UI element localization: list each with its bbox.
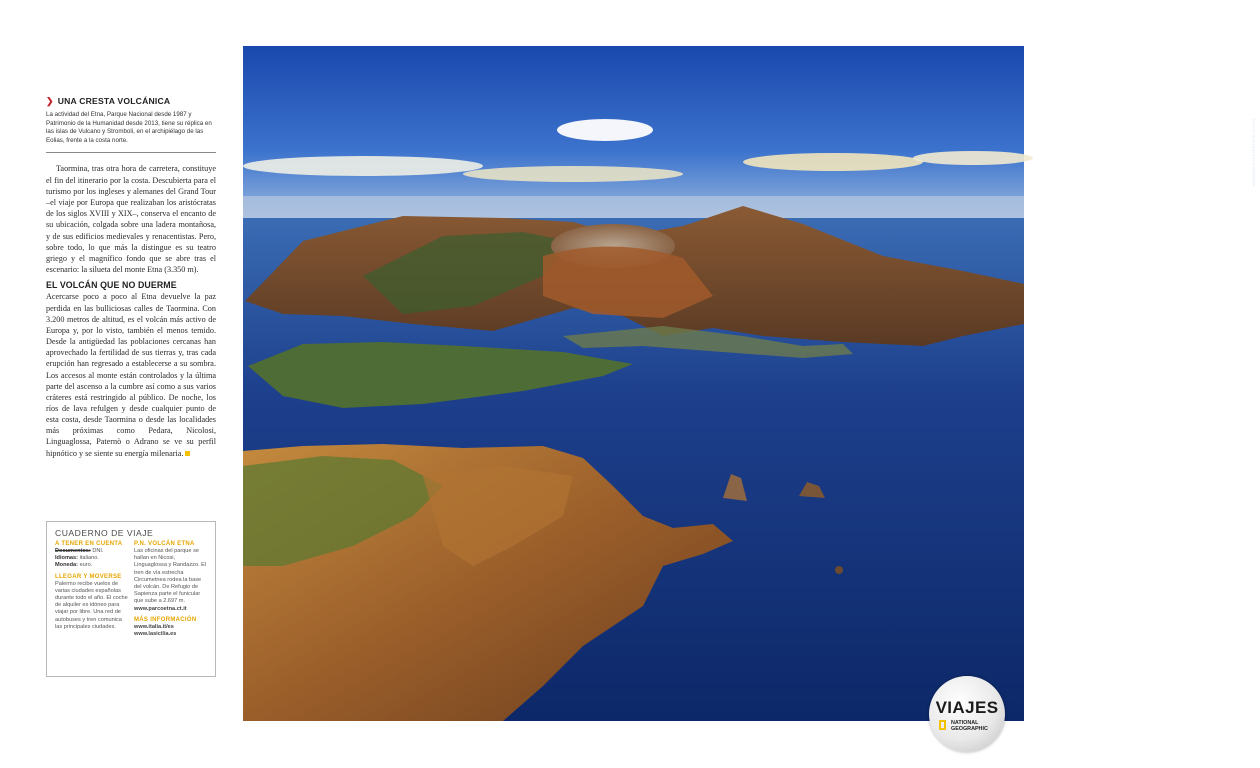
island-landscape-illustration <box>243 46 1024 721</box>
doc-label: Documentos: <box>55 548 91 554</box>
pn-heading: P.N. VOLCÁN ETNA <box>134 541 195 547</box>
article-paragraph-2 <box>46 291 216 458</box>
pn-link[interactable]: www.parcoetna.ct.it <box>134 605 187 612</box>
idiomas-value: italiano. <box>79 555 99 562</box>
article-column <box>46 96 216 459</box>
mas-info-links <box>134 624 207 638</box>
idiomas-label: Idiomas: <box>55 555 79 562</box>
llegar-text: Palermo recibe vuelos de varias ciudades españolas durante todo el año. El coche de alquiler es idóneo para viajar por libre. Una red de autobuses y tren comunica las principales ciudades. <box>55 580 128 630</box>
pn-text-body: Las oficinas del parque se hallan en Nicosi, Linguaglossa y Randazzo. El tren de vía estrecha Circumetnea rodea la base del volcán. De Refugio de Sapienza parte el funicular que sube a 2.697 m. <box>134 548 207 605</box>
badge-title: VIAJES <box>935 698 999 717</box>
a-tener-heading: A TENER EN CUENTA <box>55 541 123 547</box>
photo-credit: MASSIMO RIPANI/FOTOTECA 9X12 <box>1252 118 1256 186</box>
travel-box-left-column <box>55 541 128 642</box>
pn-text <box>134 548 207 613</box>
travel-box-right-column <box>134 541 207 642</box>
travel-box-title: CUADERNO DE VIAJE <box>55 528 154 538</box>
italia-link[interactable]: www.italia.it/es <box>134 623 174 630</box>
section-heading: EL VOLCÁN QUE NO DUERME <box>46 280 177 291</box>
national-geographic-frame-icon <box>939 720 946 730</box>
mas-info-heading: MÁS INFORMACIÓN <box>134 616 197 623</box>
badge-subtitle <box>951 720 988 732</box>
caption-text: La actividad del Etna, Parque Nacional desde 1987 y Patrimonio de la Humanidad desde 2013, tiene su réplica en las islas de Vulcano y Stromboli, en el archipiélago de las Eolias, frente a la costa norte. <box>46 111 212 144</box>
badge-subtitle-line2: GEOGRAPHIC <box>951 726 988 732</box>
badge-subtitle-line1: NATIONAL <box>951 720 979 726</box>
llegar-heading: LLEGAR Y MOVERSE <box>55 573 122 580</box>
article-paragraph-1: Taormina, tras otra hora de carretera, constituye el fin del itinerario por la costa. Descubierta para el turismo por los ingleses y alemanes del Grand Tour –el viaje por Europa que realizaban los aristócratas de los siglos XVIII y XIX–, conserva el encanto de su ubicación, colgada sobre una ladera montañosa, y de sus edificios medievales y renacentistas. Pero, sobre todo, lo que más la distingue es su teatro griego y el magnífico fondo que se abre tras el escenario: la silueta del monte Etna (3.350 m). <box>46 164 216 275</box>
a-tener-text <box>55 548 128 570</box>
chevron-right-icon: ❯ <box>46 96 54 106</box>
travel-box-columns <box>55 541 207 642</box>
caption-divider <box>46 152 216 153</box>
article-paragraph-2-text: Acercarse poco a poco al Etna devuelve la paz perdida en las bulliciosas calles de Taormina. Con 3.200 metros de altitud, es el volcán más activo de Europa y, por lo visto, también el menos temido. Desde la antigüedad las poblaciones cercanas han aprovechado la fertilidad de sus tierras y, tras cada erupción han regresado a establecerse a su sombra. Los accesos al monte están controlados y la última parte del ascenso a la cumbre así como a sus varios cráteres está restringido al público. De noche, los ríos de lava refulgen y desde cualquier punto de esta costa, desde Taormina o desde las localidades más próximas como Pedara, Nicolosi, Linguaglossa, Paternò o Adrano se ve su perfil hipnótico y se siente su energía milenaria. <box>46 292 216 458</box>
moneda-value: euro. <box>79 562 93 569</box>
viajes-badge-logo <box>929 676 1005 752</box>
doc-value: DNI. <box>92 548 104 554</box>
travel-notebook-box <box>46 521 216 677</box>
moneda-label: Moneda: <box>55 562 78 569</box>
caption-heading <box>46 96 216 107</box>
end-mark-icon <box>185 451 190 456</box>
caption-title-text: UNA CRESTA VOLCÁNICA <box>57 96 171 106</box>
aerial-island-photo <box>243 46 1256 721</box>
lasicilia-link[interactable]: www.lasicilia.es <box>134 631 177 638</box>
